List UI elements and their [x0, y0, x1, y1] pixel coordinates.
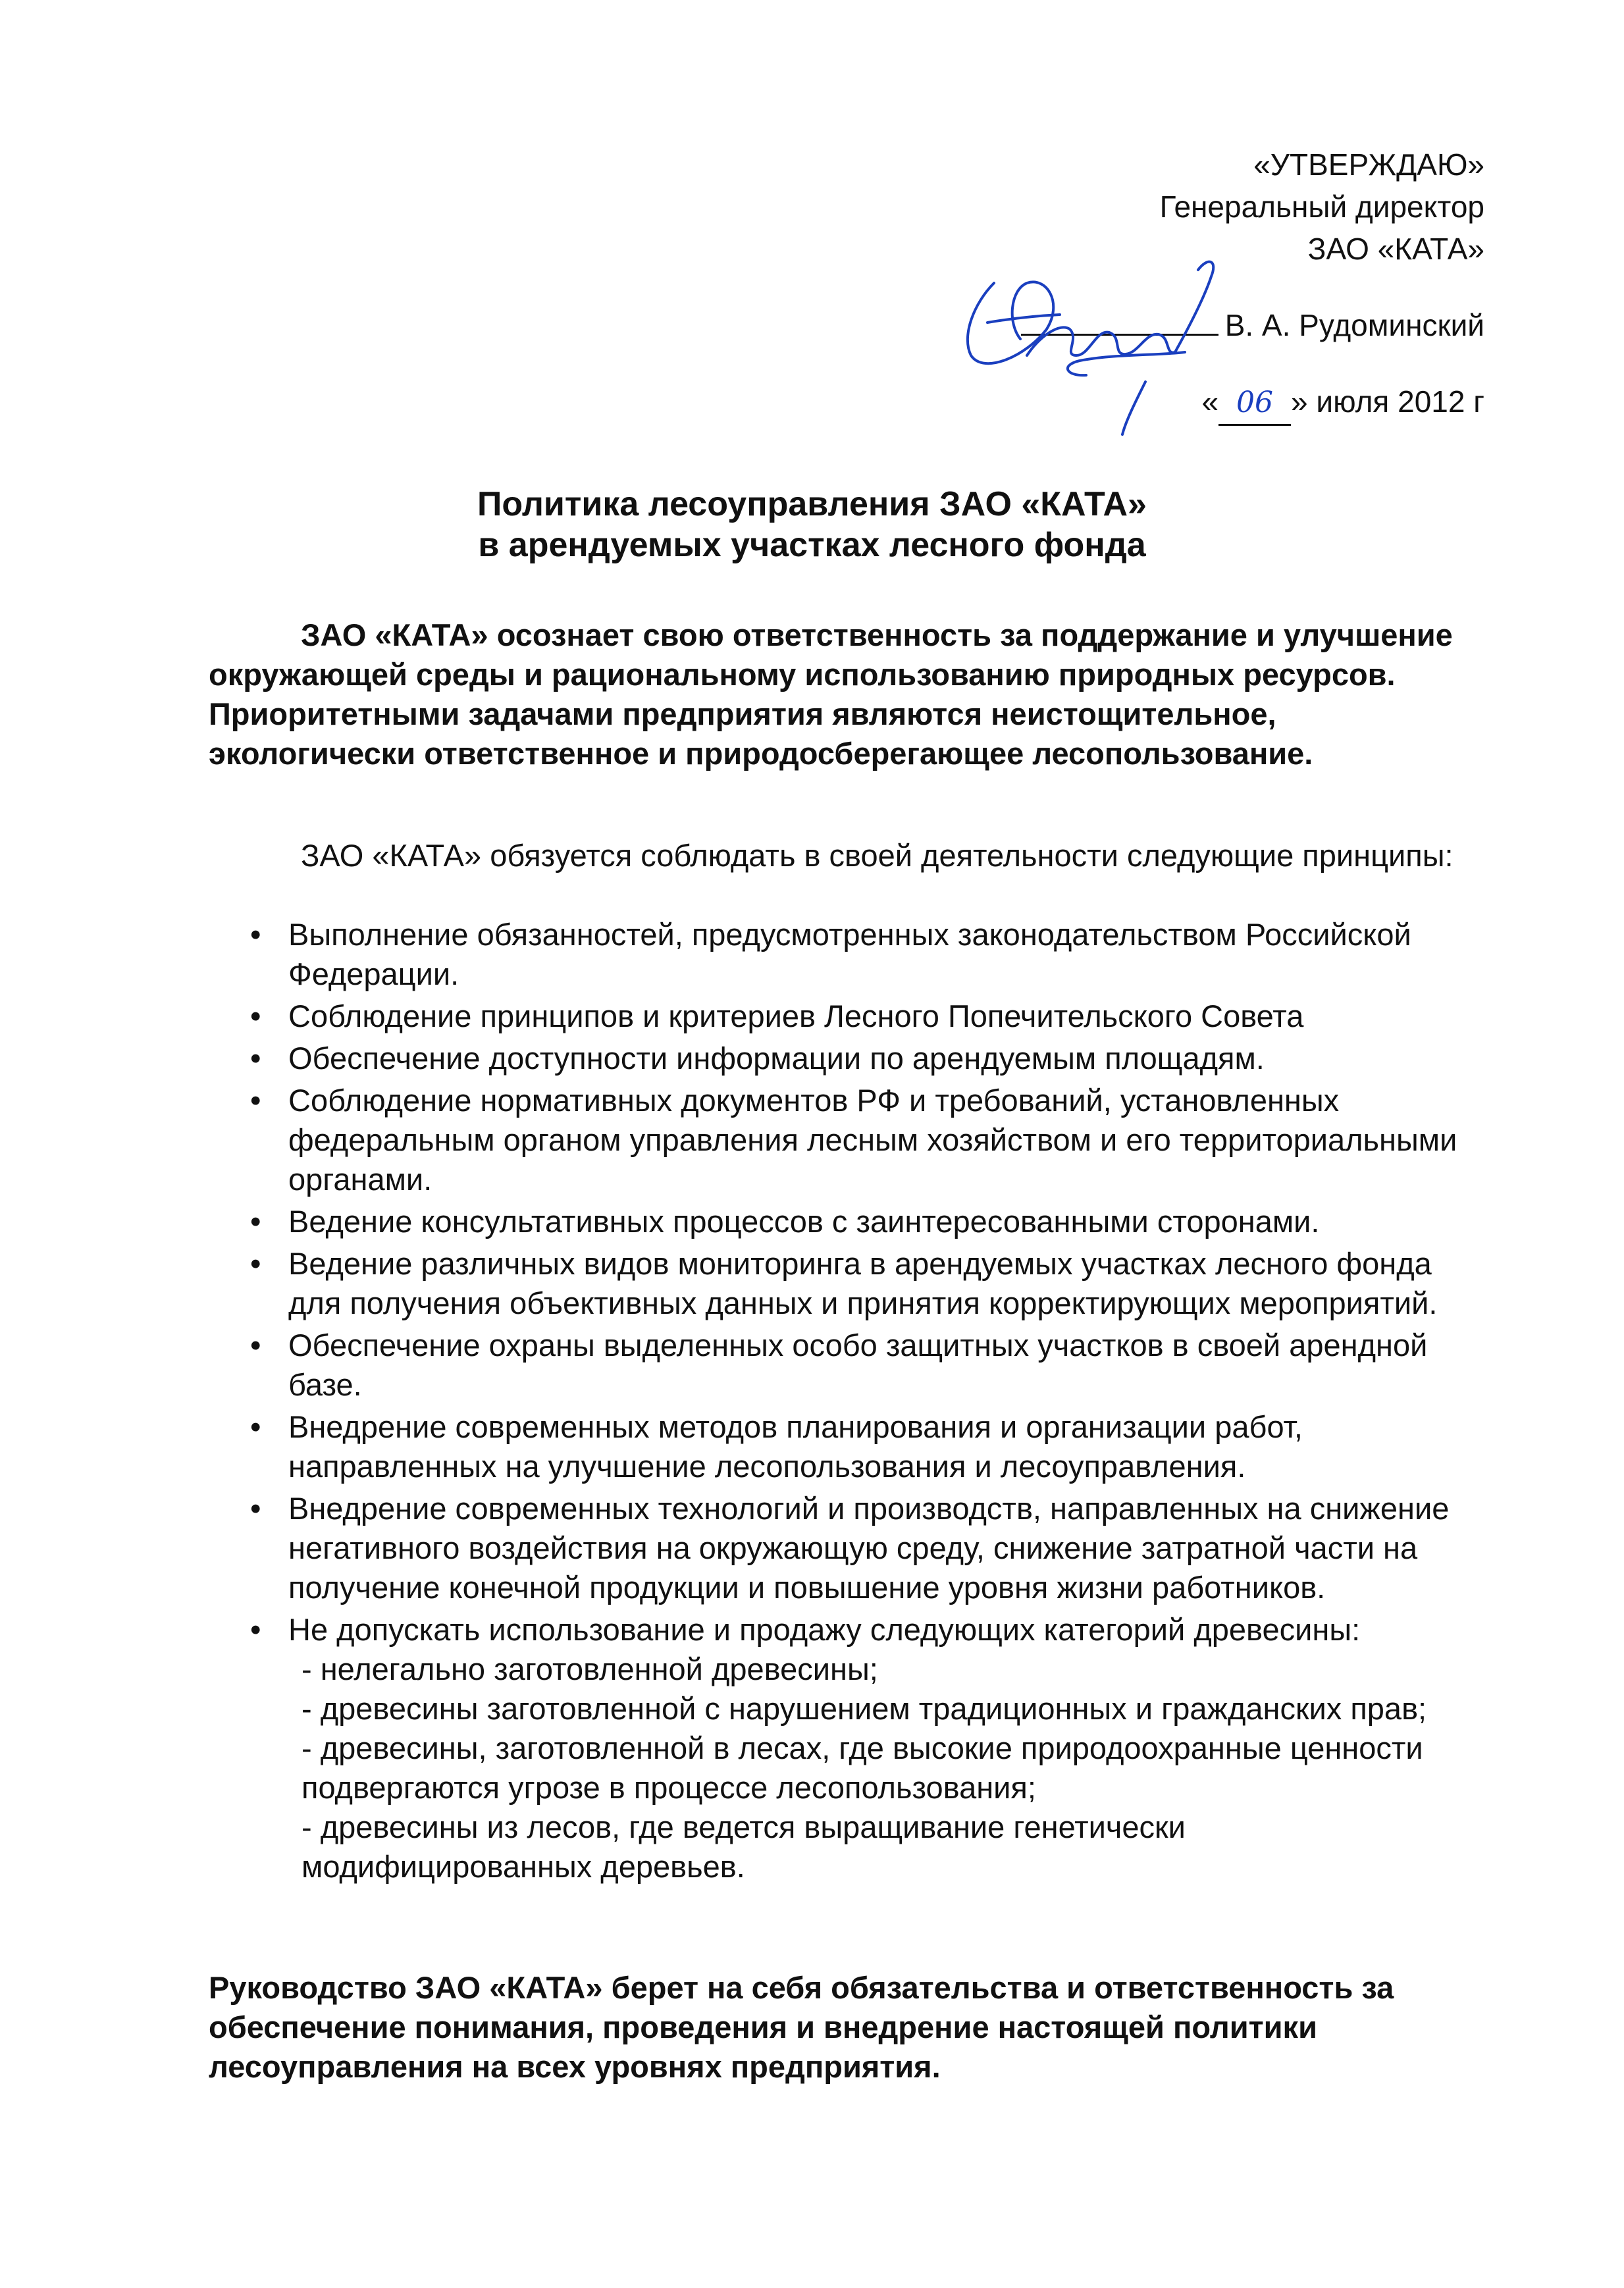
intro-paragraph: ЗАО «КАТА» осознает свою ответственность за поддержание и улучшение окружающей среды и рациональному использованию природных ресурсов. Приоритетными задачами предприятия являются неистощительное, экологически ответственное и природосберегающее лесопользование.	[209, 617, 1453, 771]
wood-category: - древесины из лесов, где ведется выращивание генетически модифицированных деревьев.	[301, 1809, 1186, 1884]
date-quote-open: «	[1201, 384, 1219, 419]
wood-category: - нелегально заготовленной древесины;	[301, 1651, 878, 1686]
approval-heading: «УТВЕРЖДАЮ»	[1253, 147, 1484, 182]
list-item: • Выполнение обязанностей, предусмотренных законодательством Российской Федерации.	[250, 915, 1461, 994]
list-item: • Соблюдение принципов и критериев Лесного Попечительского Совета	[250, 997, 1461, 1036]
closing-paragraph: Руководство ЗАО «КАТА» берет на себя обязательства и ответственность за обеспечение понимания, проведения и внедрение настоящей политики лесоуправления на всех уровнях предприятия.	[209, 1970, 1394, 2084]
wood-category: - древесины заготовленной с нарушением традиционных и гражданских прав;	[301, 1691, 1427, 1726]
list-item: • Соблюдение нормативных документов РФ и требований, установленных федеральным органом управления лесным хозяйством и его территориальными органами.	[250, 1081, 1461, 1199]
document-title	[0, 484, 1624, 565]
title-line-2: в арендуемых участках лесного фонда	[478, 526, 1146, 564]
principles-list	[250, 915, 1518, 1889]
signatory-name: В. А. Рудоминский	[1224, 308, 1484, 342]
list-item: • Обеспечение охраны выделенных особо защитных участков в своей арендной базе.	[250, 1326, 1461, 1405]
list-item: • Ведение консультативных процессов с заинтересованными сторонами.	[250, 1202, 1461, 1241]
list-item: • Обеспечение доступности информации по арендуемым площадям.	[250, 1039, 1461, 1078]
pledge-paragraph: ЗАО «КАТА» обязуется соблюдать в своей деятельности следующие принципы:	[301, 838, 1454, 873]
wood-intro: Не допускать использование и продажу следующих категорий древесины:	[288, 1612, 1361, 1647]
list-item-wood	[250, 1610, 1518, 1886]
approval-position: Генеральный директор	[1159, 190, 1484, 224]
list-item: • Внедрение современных методов планирования и организации работ, направленных на улучшение лесопользования и лесоуправления.	[250, 1407, 1461, 1486]
signature-icon	[948, 224, 1238, 441]
list-item: • Внедрение современных технологий и производств, направленных на снижение негативного воздействия на окружающую среду, снижение затратной части на получение конечной продукции и повышение уровня жизни работников.	[250, 1489, 1461, 1607]
wood-category: - древесины, заготовленной в лесах, где высокие природоохранные ценности подвергаются угрозе в процессе лесопользования;	[301, 1730, 1518, 1805]
title-line-1: Политика лесоуправления ЗАО «КАТА»	[477, 485, 1147, 523]
list-item: • Ведение различных видов мониторинга в арендуемых участках лесного фонда для получения объективных данных и принятия корректирующих мероприятий.	[250, 1244, 1461, 1323]
date-month-year: » июля 2012 г	[1291, 384, 1484, 419]
date-day: 06	[1218, 382, 1291, 426]
approval-company: ЗАО «КАТА»	[1307, 232, 1484, 266]
